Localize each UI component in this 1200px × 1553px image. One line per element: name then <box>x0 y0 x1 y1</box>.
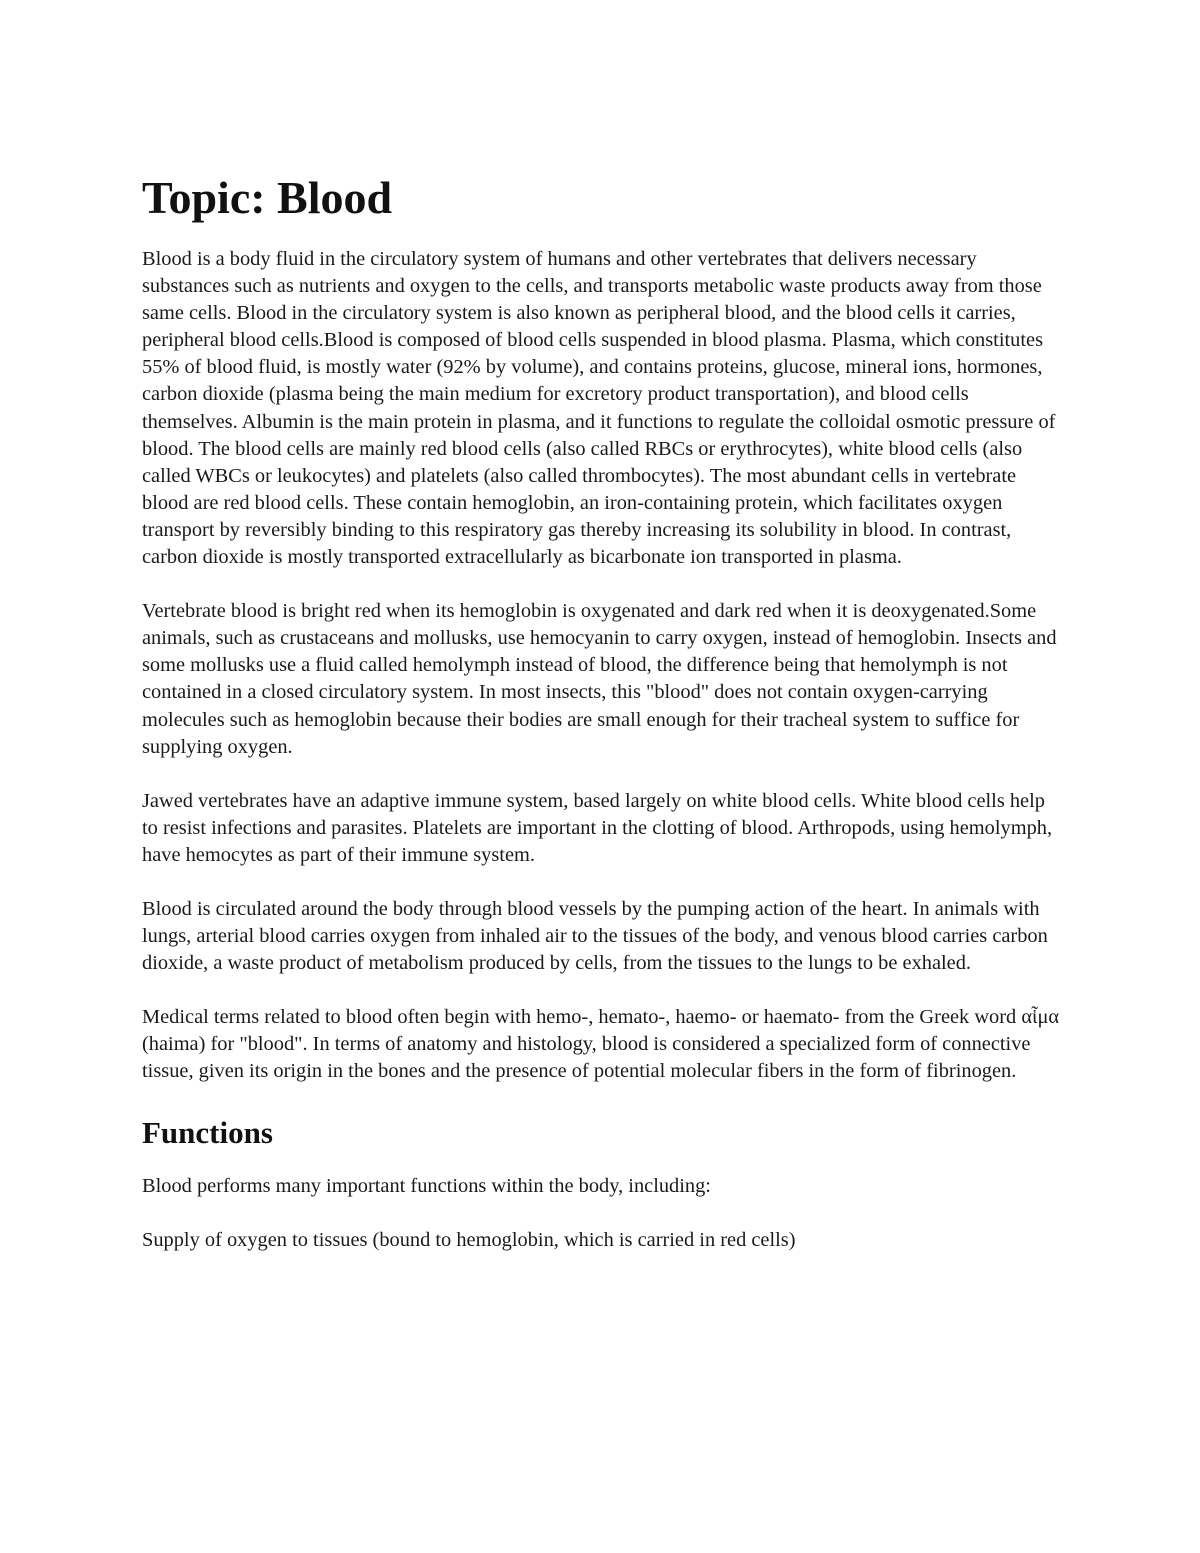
section-heading-functions: Functions <box>142 1114 273 1150</box>
page-title: Topic: Blood <box>142 172 393 223</box>
paragraph-medical-terms: Medical terms related to blood often begin with hemo-, hemato-, haemo- or haemato- from the Greek word αἷμα (haima) for "blood". In terms of anatomy and histology, blood is considered a specialized form of connective tissue, given its origin in the bones and the presence of potential molecular fibers in the form of fibrinogen. <box>142 1006 1060 1083</box>
functions-intro: Blood performs many important functions within the body, including: <box>142 1174 711 1197</box>
paragraph-intro: Blood is a body fluid in the circulatory system of humans and other vertebrates that delivers necessary substances such as nutrients and oxygen to the cells, and transports metabolic waste products away from those same cells. Blood in the circulatory system is also known as peripheral blood, and the blood cells it carries, peripheral blood cells.Blood is composed of blood cells suspended in blood plasma. Plasma, which constitutes 55% of blood fluid, is mostly water (92% by volume), and contains proteins, glucose, mineral ions, hormones, carbon dioxide (plasma being the main medium for excretory product transportation), and blood cells themselves. Albumin is the main protein in plasma, and it functions to regulate the colloidal osmotic pressure of blood. The blood cells are mainly red blood cells (also called RBCs or erythrocytes), white blood cells (also called WBCs or leukocytes) and platelets (also called thrombocytes). The most abundant cells in vertebrate blood are red blood cells. These contain hemoglobin, an iron-containing protein, which facilitates oxygen transport by reversibly binding to this respiratory gas thereby increasing its solubility in blood. In contrast, carbon dioxide is mostly transported extracellularly as bicarbonate ion transported in plasma. <box>142 248 1056 569</box>
document-body <box>142 168 1060 1281</box>
paragraph-immune-system: Jawed vertebrates have an adaptive immune system, based largely on white blood cells. White blood cells help to resist infections and parasites. Platelets are important in the clotting of blood. Arthropods, using hemolymph, have hemocytes as part of their immune system. <box>142 789 1053 866</box>
paragraph-vertebrate-blood: Vertebrate blood is bright red when its hemoglobin is oxygenated and dark red when it is deoxygenated.Some animals, such as crustaceans and mollusks, use hemocyanin to carry oxygen, instead of hemoglobin. Insects and some mollusks use a fluid called hemolymph instead of blood, the difference being that hemolymph is not contained in a closed circulatory system. In most insects, this "blood" does not contain oxygen-carrying molecules such as hemoglobin because their bodies are small enough for their tracheal system to suffice for supplying oxygen. <box>142 600 1057 758</box>
functions-item-oxygen-supply: Supply of oxygen to tissues (bound to hemoglobin, which is carried in red cells) <box>142 1228 796 1251</box>
paragraph-circulation: Blood is circulated around the body through blood vessels by the pumping action of the heart. In animals with lungs, arterial blood carries oxygen from inhaled air to the tissues of the body, and venous blood carries carbon dioxide, a waste product of metabolism produced by cells, from the tissues to the lungs to be exhaled. <box>142 897 1048 975</box>
